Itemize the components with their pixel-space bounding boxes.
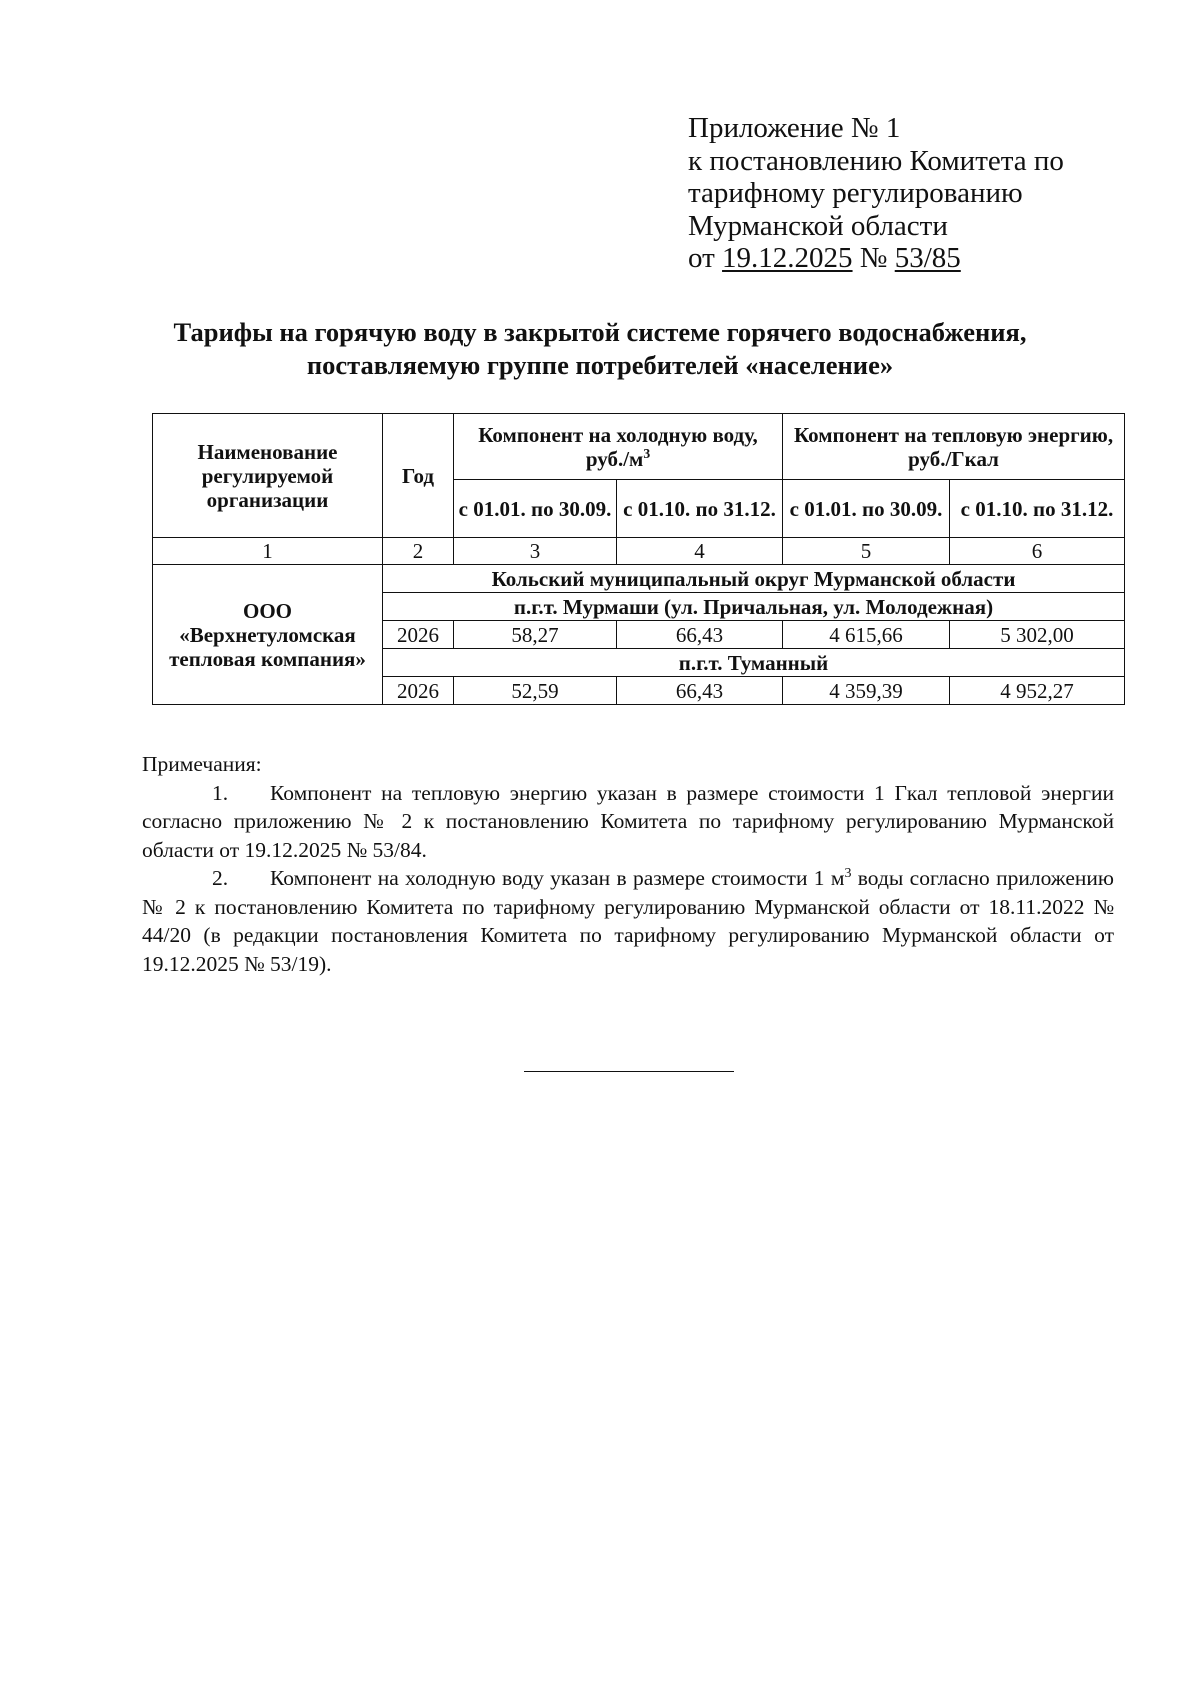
district-name: Кольский муниципальный округ Мурманской области	[383, 565, 1125, 593]
title-line: Тарифы на горячую воду в закрытой системе горячего водоснабжения,	[173, 317, 1027, 347]
value-cell: 4 952,27	[950, 677, 1125, 705]
organization-name: ООО «Верхнетуломская тепловая компания»	[153, 565, 383, 705]
column-number: 1	[153, 538, 383, 565]
period-heat-1: с 01.01. по 30.09.	[783, 480, 950, 538]
column-number: 2	[383, 538, 454, 565]
appendix-line: тарифному регулированию	[688, 177, 1023, 209]
year-cell: 2026	[383, 677, 454, 705]
period-cold-2: с 01.10. по 31.12.	[617, 480, 783, 538]
location-name: п.г.т. Туманный	[383, 649, 1125, 677]
header-cold-water	[454, 414, 783, 480]
value-cell: 58,27	[454, 621, 617, 649]
appendix-line: Приложение № 1	[688, 112, 901, 144]
location-name: п.г.т. Мурмаши (ул. Причальная, ул. Молодежная)	[383, 593, 1125, 621]
value-cell: 5 302,00	[950, 621, 1125, 649]
column-number: 5	[783, 538, 950, 565]
date-prefix: от	[688, 242, 723, 274]
document-title	[0, 316, 1200, 382]
year-cell: 2026	[383, 621, 454, 649]
column-number: 6	[950, 538, 1125, 565]
note-number: 2.	[212, 866, 229, 890]
appendix-date-line	[688, 242, 1064, 275]
value-cell: 66,43	[617, 621, 783, 649]
note-item	[142, 779, 1114, 865]
note-text: Компонент на тепловую энергию указан в размере стоимости 1 Гкал тепловой энергии согласно приложению № 2 к постановлению Комитета по тарифному регулированию Мурманской области от 19.12.2025 № 53/84.	[142, 780, 1114, 862]
period-cold-1: с 01.01. по 30.09.	[454, 480, 617, 538]
appendix-block	[688, 112, 1064, 275]
period-heat-2: с 01.10. по 31.12.	[950, 480, 1125, 538]
value-cell: 4 615,66	[783, 621, 950, 649]
header-organization: Наименование регулируемой организации	[153, 414, 383, 538]
notes-heading: Примечания:	[142, 752, 262, 776]
value-cell: 66,43	[617, 677, 783, 705]
cubic-superscript: 3	[643, 445, 651, 461]
resolution-date: 19.12.2025	[722, 242, 853, 274]
appendix-line: к постановлению Комитета по	[688, 144, 1064, 177]
appendix-line: Мурманской области	[688, 209, 948, 242]
value-cell: 4 359,39	[783, 677, 950, 705]
note-number: 1.	[212, 780, 229, 805]
title-line: поставляемую группе потребителей «население»	[306, 350, 894, 380]
note-text-continued: воды согласно приложению № 2 к постановлению Комитета по тарифному регулированию Мурманской области от 18.11.2022 № 44/20 (в редакции постановления Комитета по тарифному регулированию Мурманской области от 19.12.2025 № 53/19).	[142, 866, 1114, 976]
note-item	[142, 864, 1114, 978]
value-cell: 52,59	[454, 677, 617, 705]
note-text: Компонент на холодную воду указан в размере стоимости 1 м	[270, 866, 845, 890]
header-cold-water-text: Компонент на холодную воду, руб./м	[478, 422, 758, 471]
header-row	[153, 414, 1125, 480]
column-number-row	[153, 538, 1125, 565]
district-row	[153, 565, 1125, 593]
number-prefix: №	[852, 242, 895, 274]
cubic-superscript: 3	[844, 865, 852, 881]
closing-rule	[524, 1071, 734, 1072]
column-number: 3	[454, 538, 617, 565]
column-number: 4	[617, 538, 783, 565]
resolution-number: 53/85	[894, 242, 961, 274]
header-heat-energy: Компонент на тепловую энергию, руб./Гкал	[783, 414, 1125, 480]
header-year: Год	[383, 414, 454, 538]
notes-block	[142, 750, 1114, 978]
tariff-table	[152, 413, 1125, 705]
